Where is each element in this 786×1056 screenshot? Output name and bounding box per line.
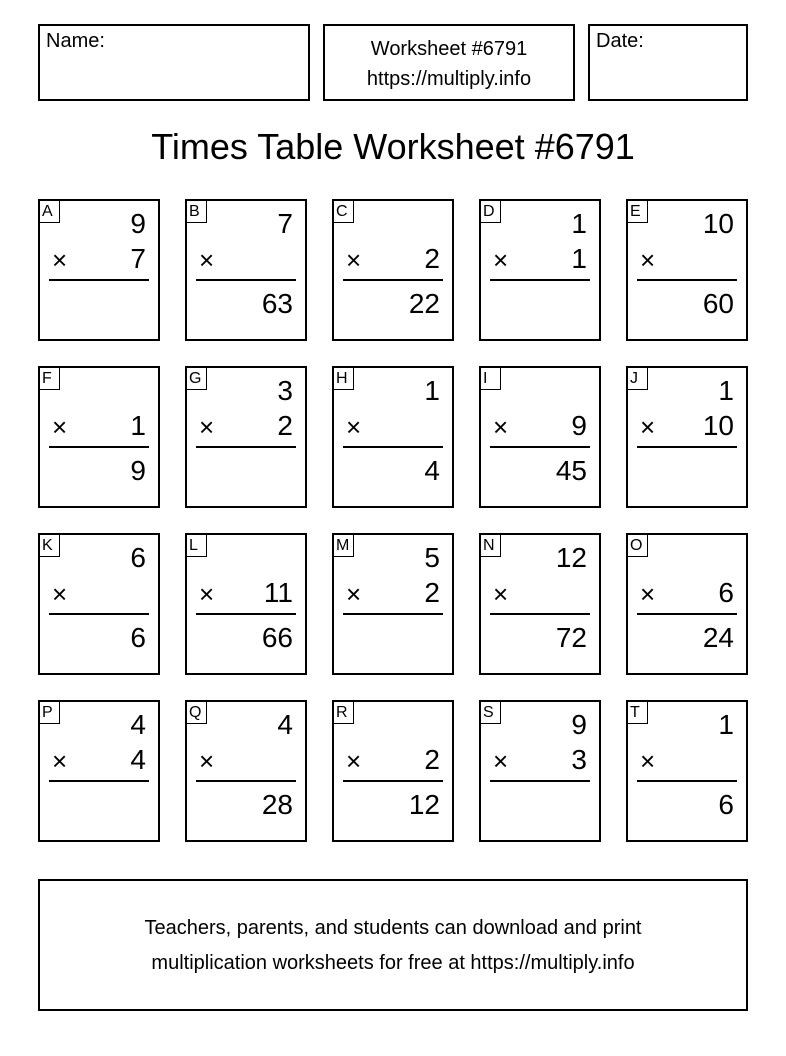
problem-card	[626, 366, 748, 508]
answer-rule	[490, 613, 590, 615]
problem-answer: 6	[130, 622, 146, 653]
problem-letter: E	[628, 201, 648, 223]
problem-bottom-number: 11	[263, 577, 293, 608]
name-field-box[interactable]	[38, 24, 310, 101]
problem-answer: 63	[261, 288, 293, 319]
date-label: Date:	[596, 30, 644, 52]
times-sign: ×	[52, 245, 68, 275]
times-sign: ×	[640, 746, 656, 776]
answer-rule	[490, 446, 590, 448]
problem-letter: M	[334, 535, 354, 557]
problem-answer: 4	[424, 455, 440, 486]
problem-top-number: 7	[277, 208, 293, 239]
problem-bottom-number: 10	[702, 410, 734, 441]
problem-card	[185, 700, 307, 842]
times-sign: ×	[199, 412, 215, 442]
footer-line-2: multiplication worksheets for free at https://multiply.info	[151, 952, 635, 974]
problem-card	[332, 533, 454, 675]
problem-bottom-number: 2	[277, 410, 293, 441]
date-field-box[interactable]	[588, 24, 748, 101]
problem-letter: L	[187, 535, 207, 557]
problem-card	[332, 366, 454, 508]
problem-bottom-number: 2	[424, 744, 440, 775]
problem-card	[185, 533, 307, 675]
problem-top-number: 1	[718, 375, 734, 406]
answer-rule	[343, 279, 443, 281]
problem-bottom-number: 2	[424, 577, 440, 608]
problem-letter: P	[40, 702, 60, 724]
problem-letter: S	[481, 702, 501, 724]
problem-card	[626, 700, 748, 842]
problem-top-number: 6	[130, 542, 146, 573]
times-sign: ×	[640, 245, 656, 275]
answer-rule	[49, 780, 149, 782]
problem-card	[332, 700, 454, 842]
problem-top-number: 10	[702, 208, 734, 239]
problem-answer: 12	[408, 789, 440, 820]
worksheet-number: Worksheet #6791	[370, 38, 528, 60]
answer-rule	[490, 780, 590, 782]
problem-card	[626, 199, 748, 341]
answer-rule	[490, 279, 590, 281]
problem-card	[479, 199, 601, 341]
answer-rule	[196, 279, 296, 281]
answer-rule	[49, 613, 149, 615]
problem-letter: C	[334, 201, 354, 223]
times-sign: ×	[493, 579, 509, 609]
problem-answer: 45	[555, 455, 587, 486]
answer-rule	[343, 446, 443, 448]
problem-bottom-number: 1	[130, 410, 146, 441]
times-sign: ×	[199, 245, 215, 275]
times-sign: ×	[346, 746, 362, 776]
problem-card	[479, 533, 601, 675]
problem-letter: T	[628, 702, 648, 724]
problem-card	[38, 366, 160, 508]
answer-rule	[637, 780, 737, 782]
problem-bottom-number: 6	[718, 577, 734, 608]
problem-letter: B	[187, 201, 207, 223]
answer-rule	[49, 446, 149, 448]
times-sign: ×	[52, 579, 68, 609]
answer-rule	[196, 780, 296, 782]
answer-rule	[196, 446, 296, 448]
problem-bottom-number: 7	[130, 243, 146, 274]
times-sign: ×	[199, 746, 215, 776]
worksheet-url: https://multiply.info	[366, 68, 532, 90]
problem-letter: Q	[187, 702, 207, 724]
times-sign: ×	[640, 412, 656, 442]
times-sign: ×	[52, 746, 68, 776]
answer-rule	[637, 446, 737, 448]
times-sign: ×	[199, 579, 215, 609]
problem-letter: H	[334, 368, 354, 390]
name-label: Name:	[46, 30, 105, 52]
problem-card	[479, 700, 601, 842]
problem-answer: 9	[130, 455, 146, 486]
answer-rule	[343, 613, 443, 615]
problem-answer: 60	[702, 288, 734, 319]
problem-bottom-number: 9	[571, 410, 587, 441]
problem-card	[185, 199, 307, 341]
problem-letter: F	[40, 368, 60, 390]
times-sign: ×	[346, 579, 362, 609]
problem-bottom-number: 3	[571, 744, 587, 775]
problem-top-number: 5	[424, 542, 440, 573]
problem-letter: R	[334, 702, 354, 724]
problem-top-number: 9	[130, 208, 146, 239]
times-sign: ×	[346, 412, 362, 442]
problem-card	[38, 700, 160, 842]
problem-answer: 22	[408, 288, 440, 319]
problem-letter: K	[40, 535, 60, 557]
problem-top-number: 4	[277, 709, 293, 740]
problem-letter: A	[40, 201, 60, 223]
answer-rule	[49, 279, 149, 281]
problem-card	[38, 199, 160, 341]
page-title: Times Table Worksheet #6791	[151, 126, 635, 167]
times-sign: ×	[493, 245, 509, 275]
problem-bottom-number: 2	[424, 243, 440, 274]
problem-card	[479, 366, 601, 508]
problem-top-number: 9	[571, 709, 587, 740]
problem-top-number: 1	[571, 208, 587, 239]
worksheet-info-box	[323, 24, 575, 101]
problem-top-number: 3	[277, 375, 293, 406]
problem-card	[185, 366, 307, 508]
answer-rule	[343, 780, 443, 782]
footer-line-1: Teachers, parents, and students can download and print	[144, 917, 642, 939]
problem-bottom-number: 4	[130, 744, 146, 775]
problem-answer: 6	[718, 789, 734, 820]
problem-top-number: 1	[718, 709, 734, 740]
problem-answer: 24	[702, 622, 734, 653]
problem-letter: O	[628, 535, 648, 557]
problem-letter: N	[481, 535, 501, 557]
problem-letter: J	[628, 368, 648, 390]
problem-bottom-number: 1	[571, 243, 587, 274]
times-sign: ×	[493, 412, 509, 442]
problem-card	[626, 533, 748, 675]
answer-rule	[196, 613, 296, 615]
problem-letter: D	[481, 201, 501, 223]
problem-answer: 66	[261, 622, 293, 653]
answer-rule	[637, 613, 737, 615]
problem-top-number: 4	[130, 709, 146, 740]
times-sign: ×	[346, 245, 362, 275]
problem-card	[38, 533, 160, 675]
footer-note	[38, 879, 748, 1011]
problem-letter: I	[481, 368, 501, 390]
times-sign: ×	[493, 746, 509, 776]
answer-rule	[637, 279, 737, 281]
problem-letter: G	[187, 368, 207, 390]
problem-card	[332, 199, 454, 341]
problem-answer: 28	[261, 789, 293, 820]
problem-top-number: 1	[424, 375, 440, 406]
times-sign: ×	[640, 579, 656, 609]
problem-top-number: 12	[555, 542, 587, 573]
times-sign: ×	[52, 412, 68, 442]
problem-answer: 72	[555, 622, 587, 653]
